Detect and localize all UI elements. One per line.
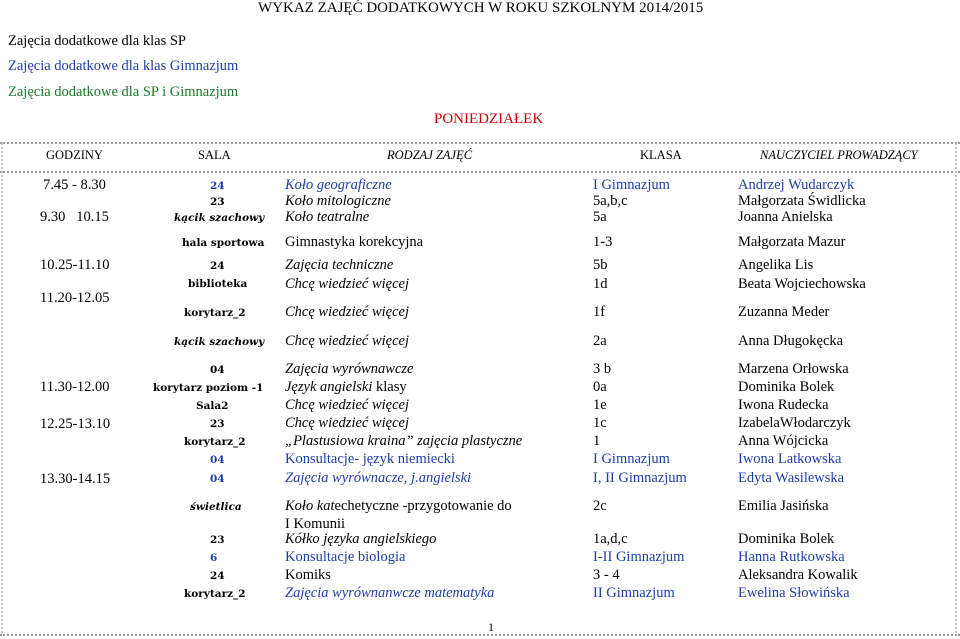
row-room: korytarz_2 xyxy=(184,307,246,319)
time-slot: 12.25-13.10 xyxy=(40,416,111,432)
header-sala: SALA xyxy=(198,148,231,162)
row-class: 5a,b,c xyxy=(593,193,628,209)
row-room: hala sportowa xyxy=(182,237,265,249)
row-class: 1e xyxy=(593,397,607,413)
row-teacher: Edyta Wasilewska xyxy=(738,470,845,486)
row-teacher: Zuzanna Meder xyxy=(738,304,830,320)
row-room: 6 xyxy=(210,552,218,564)
row-room: kącik szachowy xyxy=(174,336,265,348)
row-teacher: Małgorzata Mazur xyxy=(738,234,846,250)
row-class: 1 xyxy=(593,433,601,449)
row-class: 1-3 xyxy=(593,234,613,250)
row-activity: „Plastusiowa kraina” zajęcia plastyczne xyxy=(285,433,523,449)
row-teacher: Emilia Jasińska xyxy=(738,498,829,514)
row-teacher: Marzena Orłowska xyxy=(738,361,849,377)
row-room: 04 xyxy=(210,364,225,376)
row-class: I-II Gimnazjum xyxy=(593,549,685,565)
header-nauczyciel: NAUCZYCIEL PROWADZĄCY xyxy=(760,148,918,162)
row-activity: Kółko języka angielskiego xyxy=(285,531,437,547)
legend-sp: Zajęcia dodatkowe dla klas SP xyxy=(8,33,186,49)
row-activity xyxy=(285,498,512,515)
row-room: 23 xyxy=(210,196,225,208)
row-activity-subject: Język angielski xyxy=(285,379,373,395)
row-class: I Gimnazjum xyxy=(593,177,670,193)
row-teacher: Małgorzata Świdlicka xyxy=(738,193,866,209)
row-room: Sala2 xyxy=(196,400,229,412)
time-slot: 13.30-14.15 xyxy=(40,471,111,487)
row-teacher: Iwona Latkowska xyxy=(738,451,842,467)
row-room: biblioteka xyxy=(188,278,248,290)
row-teacher: IzabelaWłodarczyk xyxy=(738,415,851,431)
row-room: korytarz_2 xyxy=(184,436,246,448)
table-border-bottom xyxy=(0,634,960,636)
row-activity: Zajęcia wyrównacze, j.angielski xyxy=(285,470,472,486)
row-activity: Chcę wiedzieć więcej xyxy=(285,276,410,292)
row-activity-part: Koło kat xyxy=(285,498,335,514)
row-room: 04 xyxy=(210,473,225,485)
row-teacher: Anna Wójcicka xyxy=(738,433,829,449)
row-activity-suffix: klasy xyxy=(372,379,407,395)
row-teacher: Iwona Rudecka xyxy=(738,397,829,413)
row-class: 1f xyxy=(593,304,606,320)
row-activity: Zajęcia wyrównanwcze matematyka xyxy=(285,585,495,601)
time-slot: 11.20-12.05 xyxy=(40,290,110,306)
row-room: 04 xyxy=(210,454,225,466)
page-title: WYKAZ ZAJĘĆ DODATKOWYCH W ROKU SZKOLNYM 2014/2015 xyxy=(258,0,704,16)
row-class: 2a xyxy=(593,333,607,349)
row-teacher: Hanna Rutkowska xyxy=(738,549,845,565)
legend-sp-gimnazjum: Zajęcia dodatkowe dla SP i Gimnazjum xyxy=(8,84,239,100)
row-class: 2c xyxy=(593,498,607,514)
row-teacher: Ewelina Słowińska xyxy=(738,585,850,601)
row-room: 24 xyxy=(210,260,225,272)
row-class: 5a xyxy=(593,209,607,225)
row-activity: Koło geograficzne xyxy=(285,177,392,193)
row-class: 1c xyxy=(593,415,607,431)
day-heading: PONIEDZIAŁEK xyxy=(434,111,544,127)
row-class: 3 - 4 xyxy=(593,567,620,583)
row-room: kącik szachowy xyxy=(174,212,265,224)
legend-gimnazjum: Zajęcia dodatkowe dla klas Gimnazjum xyxy=(8,58,239,74)
row-room: 24 xyxy=(210,180,225,192)
row-class: I Gimnazjum xyxy=(593,451,670,467)
row-class: II Gimnazjum xyxy=(593,585,675,601)
table-border-top xyxy=(0,142,960,144)
table-border-right xyxy=(955,143,957,633)
row-teacher: Beata Wojciechowska xyxy=(738,276,866,292)
header-separator xyxy=(0,171,960,173)
row-class: 5b xyxy=(593,257,608,273)
row-room: korytarz poziom -1 xyxy=(153,382,264,394)
page-number: 1 xyxy=(488,620,494,634)
row-activity: Chcę wiedzieć więcej xyxy=(285,333,410,349)
header-godziny: GODZINY xyxy=(46,148,103,162)
row-activity-part: echetyczne -przygotowanie do xyxy=(334,498,512,514)
header-klasa: KLASA xyxy=(640,148,682,162)
row-teacher: Joanna Anielska xyxy=(738,209,833,225)
row-teacher: Dominika Bolek xyxy=(738,531,835,547)
row-teacher: Dominika Bolek xyxy=(738,379,835,395)
row-activity-line2: I Komunii xyxy=(285,516,346,532)
time-slot: 10.25-11.10 xyxy=(40,257,110,273)
row-room: korytarz_2 xyxy=(184,588,246,600)
time-slot: 7.45 - 8.30 xyxy=(43,177,106,193)
row-room: świetlica xyxy=(190,501,242,513)
header-rodzaj: RODZAJ ZAJĘĆ xyxy=(387,148,473,162)
row-activity: Gimnastyka korekcyjna xyxy=(285,234,424,250)
time-slot: 9.30 10.15 xyxy=(40,209,109,225)
row-activity: Zajęcia techniczne xyxy=(285,257,394,273)
row-room: 23 xyxy=(210,418,225,430)
row-room: 23 xyxy=(210,534,225,546)
table-border-left xyxy=(1,143,3,633)
row-activity: Zajęcia wyrównawcze xyxy=(285,361,414,377)
row-teacher: Angelika Lis xyxy=(738,257,814,273)
row-activity: Komiks xyxy=(285,567,331,583)
row-activity xyxy=(285,379,407,396)
row-activity: Chcę wiedzieć więcej xyxy=(285,304,410,320)
row-class: I, II Gimnazjum xyxy=(593,470,687,486)
row-teacher: Aleksandra Kowalik xyxy=(738,567,858,583)
row-class: 3 b xyxy=(593,361,612,377)
row-activity: Chcę wiedzieć więcej xyxy=(285,415,410,431)
row-activity: Koło mitologiczne xyxy=(285,193,391,209)
row-teacher: Andrzej Wudarczyk xyxy=(738,177,855,193)
row-class: 1d xyxy=(593,276,608,292)
row-activity: Konsultacje- język niemiecki xyxy=(285,451,455,467)
time-slot: 11.30-12.00 xyxy=(40,379,110,395)
row-activity: Koło teatralne xyxy=(285,209,370,225)
row-class: 1a,d,c xyxy=(593,531,628,547)
row-activity: Konsultacje biologia xyxy=(285,549,406,565)
row-room: 24 xyxy=(210,570,225,582)
row-activity: Chcę wiedzieć więcej xyxy=(285,397,410,413)
row-teacher: Anna Długokęcka xyxy=(738,333,844,349)
row-class: 0a xyxy=(593,379,607,395)
